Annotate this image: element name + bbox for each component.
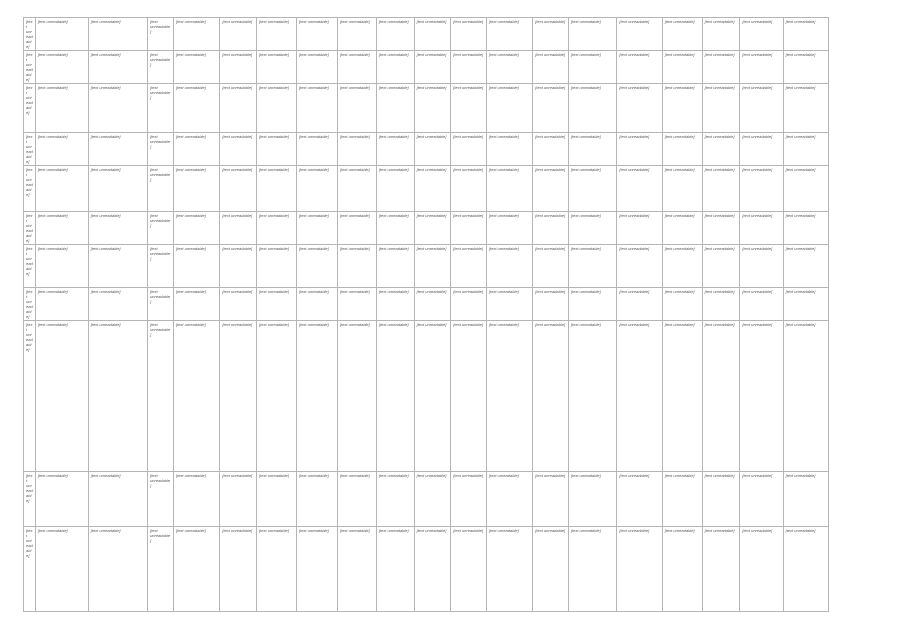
- table-cell: [text unreadable]: [702, 133, 740, 166]
- table-cell: [text unreadable]: [568, 527, 617, 612]
- table-cell: [text unreadable]: [783, 18, 828, 51]
- table-cell: [text unreadable]: [337, 527, 376, 612]
- table-cell: [text unreadable]: [617, 133, 662, 166]
- table-cell: [text unreadable]: [533, 245, 569, 288]
- table-cell: [text unreadable]: [296, 84, 337, 133]
- table-cell: [text unreadable]: [296, 288, 337, 321]
- table-cell: [text unreadable]: [533, 133, 569, 166]
- table-cell: [text unreadable]: [220, 51, 257, 84]
- table-cell: [text unreadable]: [702, 51, 740, 84]
- table-row: [24, 288, 829, 321]
- table-cell: [text unreadable]: [337, 288, 376, 321]
- table-cell: [text unreadable]: [783, 288, 828, 321]
- table-cell: [text unreadable]: [414, 51, 451, 84]
- table-cell: [text unreadable]: [533, 527, 569, 612]
- table-cell: [text unreadable]: [486, 166, 532, 212]
- table-cell: [text unreadable]: [702, 166, 740, 212]
- table-cell: [text unreadable]: [617, 245, 662, 288]
- table-cell: [text unreadable]: [617, 84, 662, 133]
- table-cell: [text unreadable]: [296, 245, 337, 288]
- table-cell: [text unreadable]: [296, 212, 337, 245]
- table-cell: [text unreadable]: [486, 18, 532, 51]
- table-row: [24, 84, 829, 133]
- table-cell: [text unreadable]: [740, 245, 783, 288]
- table-cell: [text unreadable]: [148, 133, 174, 166]
- table-cell: [text unreadable]: [451, 321, 487, 472]
- table-cell: [text unreadable]: [451, 527, 487, 612]
- table-cell: [text unreadable]: [783, 51, 828, 84]
- table-cell: [text unreadable]: [414, 321, 451, 472]
- table-cell: [text unreadable]: [148, 245, 174, 288]
- table-cell: [text unreadable]: [88, 527, 147, 612]
- table-cell: [text unreadable]: [220, 133, 257, 166]
- table-cell: [text unreadable]: [257, 51, 297, 84]
- table-cell: [text unreadable]: [783, 527, 828, 612]
- table-cell: [text unreadable]: [533, 18, 569, 51]
- table-cell: [text unreadable]: [148, 321, 174, 472]
- table-cell: [text unreadable]: [296, 321, 337, 472]
- table-cell: [text unreadable]: [414, 245, 451, 288]
- table-cell: [text unreadable]: [88, 212, 147, 245]
- table-cell: [text unreadable]: [88, 133, 147, 166]
- table-cell: [text unreadable]: [24, 51, 36, 84]
- table-cell: [text unreadable]: [173, 321, 219, 472]
- table-cell: [text unreadable]: [376, 245, 414, 288]
- table-cell: [text unreadable]: [88, 245, 147, 288]
- table-cell: [text unreadable]: [220, 288, 257, 321]
- table-cell: [text unreadable]: [783, 472, 828, 527]
- table-cell: [text unreadable]: [173, 51, 219, 84]
- table-cell: [text unreadable]: [173, 245, 219, 288]
- table-cell: [text unreadable]: [220, 245, 257, 288]
- table-cell: [text unreadable]: [702, 245, 740, 288]
- table-cell: [text unreadable]: [740, 18, 783, 51]
- table-cell: [text unreadable]: [257, 166, 297, 212]
- table-row: [24, 472, 829, 527]
- table-cell: [text unreadable]: [617, 288, 662, 321]
- table-cell: [text unreadable]: [337, 321, 376, 472]
- table-cell: [text unreadable]: [451, 166, 487, 212]
- table-cell: [text unreadable]: [35, 18, 88, 51]
- table-row: [24, 527, 829, 612]
- table-row: [24, 18, 829, 51]
- table-cell: [text unreadable]: [35, 133, 88, 166]
- table-cell: [text unreadable]: [337, 472, 376, 527]
- table-cell: [text unreadable]: [376, 472, 414, 527]
- table-cell: [text unreadable]: [220, 212, 257, 245]
- table-cell: [text unreadable]: [173, 84, 219, 133]
- table-cell: [text unreadable]: [533, 472, 569, 527]
- table-cell: [text unreadable]: [376, 84, 414, 133]
- table-cell: [text unreadable]: [702, 288, 740, 321]
- table-cell: [text unreadable]: [617, 51, 662, 84]
- table-cell: [text unreadable]: [533, 84, 569, 133]
- table-cell: [text unreadable]: [486, 321, 532, 472]
- table-row: [24, 51, 829, 84]
- table-cell: [text unreadable]: [257, 18, 297, 51]
- table-cell: [text unreadable]: [451, 133, 487, 166]
- table-cell: [text unreadable]: [173, 133, 219, 166]
- table-cell: [text unreadable]: [662, 212, 702, 245]
- table-cell: [text unreadable]: [148, 18, 174, 51]
- table-cell: [text unreadable]: [35, 51, 88, 84]
- table-cell: [text unreadable]: [662, 321, 702, 472]
- table-cell: [text unreadable]: [451, 51, 487, 84]
- table-cell: [text unreadable]: [486, 288, 532, 321]
- table-cell: [text unreadable]: [24, 472, 36, 527]
- table-cell: [text unreadable]: [88, 321, 147, 472]
- table-cell: [text unreadable]: [451, 18, 487, 51]
- table-cell: [text unreadable]: [296, 166, 337, 212]
- table-cell: [text unreadable]: [337, 245, 376, 288]
- table-cell: [text unreadable]: [173, 288, 219, 321]
- table-cell: [text unreadable]: [740, 288, 783, 321]
- table-cell: [text unreadable]: [296, 51, 337, 84]
- table-cell: [text unreadable]: [414, 288, 451, 321]
- table-cell: [text unreadable]: [24, 166, 36, 212]
- table-cell: [text unreadable]: [24, 18, 36, 51]
- table-cell: [text unreadable]: [296, 527, 337, 612]
- table-cell: [text unreadable]: [376, 321, 414, 472]
- table-cell: [text unreadable]: [533, 166, 569, 212]
- table-cell: [text unreadable]: [740, 166, 783, 212]
- table-cell: [text unreadable]: [617, 321, 662, 472]
- table-cell: [text unreadable]: [24, 133, 36, 166]
- table-cell: [text unreadable]: [568, 321, 617, 472]
- table-cell: [text unreadable]: [257, 133, 297, 166]
- table-cell: [text unreadable]: [24, 527, 36, 612]
- table-cell: [text unreadable]: [783, 84, 828, 133]
- table-cell: [text unreadable]: [376, 288, 414, 321]
- table-cell: [text unreadable]: [337, 51, 376, 84]
- table-cell: [text unreadable]: [451, 84, 487, 133]
- table-cell: [text unreadable]: [414, 527, 451, 612]
- table-cell: [text unreadable]: [257, 321, 297, 472]
- table-cell: [text unreadable]: [617, 472, 662, 527]
- table-cell: [text unreadable]: [568, 472, 617, 527]
- table-cell: [text unreadable]: [148, 288, 174, 321]
- table-cell: [text unreadable]: [568, 51, 617, 84]
- table-cell: [text unreadable]: [220, 166, 257, 212]
- table-cell: [text unreadable]: [414, 84, 451, 133]
- table-cell: [text unreadable]: [740, 212, 783, 245]
- table-cell: [text unreadable]: [220, 84, 257, 133]
- table-cell: [text unreadable]: [533, 321, 569, 472]
- table-cell: [text unreadable]: [35, 84, 88, 133]
- table-cell: [text unreadable]: [662, 166, 702, 212]
- table-cell: [text unreadable]: [24, 321, 36, 472]
- table-cell: [text unreadable]: [173, 527, 219, 612]
- table-cell: [text unreadable]: [24, 212, 36, 245]
- table-cell: [text unreadable]: [257, 527, 297, 612]
- table-cell: [text unreadable]: [451, 245, 487, 288]
- table-cell: [text unreadable]: [376, 133, 414, 166]
- table-cell: [text unreadable]: [702, 18, 740, 51]
- table-cell: [text unreadable]: [148, 51, 174, 84]
- table-row: [24, 133, 829, 166]
- table-cell: [text unreadable]: [337, 133, 376, 166]
- table-cell: [text unreadable]: [337, 166, 376, 212]
- table-cell: [text unreadable]: [783, 212, 828, 245]
- table-cell: [text unreadable]: [662, 527, 702, 612]
- table-cell: [text unreadable]: [486, 212, 532, 245]
- table-cell: [text unreadable]: [568, 84, 617, 133]
- table-cell: [text unreadable]: [257, 212, 297, 245]
- table-cell: [text unreadable]: [337, 18, 376, 51]
- table-cell: [text unreadable]: [662, 18, 702, 51]
- table-cell: [text unreadable]: [414, 212, 451, 245]
- table-cell: [text unreadable]: [414, 472, 451, 527]
- table-cell: [text unreadable]: [486, 133, 532, 166]
- table-cell: [text unreadable]: [35, 245, 88, 288]
- table-cell: [text unreadable]: [257, 84, 297, 133]
- table-cell: [text unreadable]: [88, 166, 147, 212]
- table-cell: [text unreadable]: [783, 133, 828, 166]
- table-cell: [text unreadable]: [257, 472, 297, 527]
- table-cell: [text unreadable]: [702, 212, 740, 245]
- table-cell: [text unreadable]: [337, 212, 376, 245]
- table-cell: [text unreadable]: [35, 288, 88, 321]
- table-cell: [text unreadable]: [35, 166, 88, 212]
- table-cell: [text unreadable]: [35, 321, 88, 472]
- table-cell: [text unreadable]: [740, 527, 783, 612]
- table-cell: [text unreadable]: [783, 321, 828, 472]
- table-cell: [text unreadable]: [376, 212, 414, 245]
- table-cell: [text unreadable]: [173, 472, 219, 527]
- table-cell: [text unreadable]: [662, 51, 702, 84]
- table-cell: [text unreadable]: [376, 18, 414, 51]
- table-cell: [text unreadable]: [296, 133, 337, 166]
- table-cell: [text unreadable]: [702, 84, 740, 133]
- table-cell: [text unreadable]: [702, 527, 740, 612]
- table-row: [24, 321, 829, 472]
- table-cell: [text unreadable]: [173, 212, 219, 245]
- table-cell: [text unreadable]: [662, 84, 702, 133]
- table-cell: [text unreadable]: [414, 18, 451, 51]
- table-cell: [text unreadable]: [376, 166, 414, 212]
- table-cell: [text unreadable]: [568, 212, 617, 245]
- table-cell: [text unreadable]: [486, 84, 532, 133]
- table-cell: [text unreadable]: [568, 18, 617, 51]
- table-cell: [text unreadable]: [783, 245, 828, 288]
- table-cell: [text unreadable]: [486, 472, 532, 527]
- table-cell: [text unreadable]: [486, 245, 532, 288]
- table-cell: [text unreadable]: [148, 527, 174, 612]
- table-cell: [text unreadable]: [88, 84, 147, 133]
- table-cell: [text unreadable]: [35, 527, 88, 612]
- table-cell: [text unreadable]: [173, 166, 219, 212]
- table-cell: [text unreadable]: [148, 212, 174, 245]
- table-cell: [text unreadable]: [740, 133, 783, 166]
- table-cell: [text unreadable]: [88, 472, 147, 527]
- table-cell: [text unreadable]: [414, 166, 451, 212]
- table-cell: [text unreadable]: [220, 527, 257, 612]
- table-cell: [text unreadable]: [376, 527, 414, 612]
- table-cell: [text unreadable]: [662, 472, 702, 527]
- table-cell: [text unreadable]: [35, 212, 88, 245]
- table-cell: [text unreadable]: [414, 133, 451, 166]
- table-cell: [text unreadable]: [296, 472, 337, 527]
- table-cell: [text unreadable]: [533, 212, 569, 245]
- table-row: [24, 166, 829, 212]
- table-cell: [text unreadable]: [220, 18, 257, 51]
- table-cell: [text unreadable]: [88, 18, 147, 51]
- table-cell: [text unreadable]: [337, 84, 376, 133]
- table-cell: [text unreadable]: [257, 288, 297, 321]
- table-cell: [text unreadable]: [783, 166, 828, 212]
- data-table: [23, 17, 829, 612]
- table-cell: [text unreadable]: [702, 321, 740, 472]
- table-cell: [text unreadable]: [662, 133, 702, 166]
- table-cell: [text unreadable]: [257, 245, 297, 288]
- table-cell: [text unreadable]: [148, 472, 174, 527]
- table-cell: [text unreadable]: [533, 288, 569, 321]
- table-cell: [text unreadable]: [296, 18, 337, 51]
- table-cell: [text unreadable]: [24, 288, 36, 321]
- table-cell: [text unreadable]: [88, 51, 147, 84]
- table-cell: [text unreadable]: [451, 472, 487, 527]
- table-cell: [text unreadable]: [617, 166, 662, 212]
- table-cell: [text unreadable]: [662, 288, 702, 321]
- table-cell: [text unreadable]: [376, 51, 414, 84]
- table-cell: [text unreadable]: [568, 166, 617, 212]
- table-cell: [text unreadable]: [662, 245, 702, 288]
- table-cell: [text unreadable]: [617, 527, 662, 612]
- table-cell: [text unreadable]: [568, 245, 617, 288]
- table-cell: [text unreadable]: [702, 472, 740, 527]
- table-cell: [text unreadable]: [24, 245, 36, 288]
- table-cell: [text unreadable]: [568, 288, 617, 321]
- table-cell: [text unreadable]: [88, 288, 147, 321]
- table-cell: [text unreadable]: [740, 84, 783, 133]
- table-cell: [text unreadable]: [173, 18, 219, 51]
- table-cell: [text unreadable]: [451, 288, 487, 321]
- table-cell: [text unreadable]: [148, 166, 174, 212]
- table-cell: [text unreadable]: [568, 133, 617, 166]
- table-cell: [text unreadable]: [740, 472, 783, 527]
- table-cell: [text unreadable]: [486, 51, 532, 84]
- table-cell: [text unreadable]: [617, 212, 662, 245]
- table-cell: [text unreadable]: [148, 84, 174, 133]
- table-cell: [text unreadable]: [35, 472, 88, 527]
- table-cell: [text unreadable]: [220, 472, 257, 527]
- table-cell: [text unreadable]: [220, 321, 257, 472]
- table-cell: [text unreadable]: [740, 51, 783, 84]
- table-cell: [text unreadable]: [24, 84, 36, 133]
- table-cell: [text unreadable]: [486, 527, 532, 612]
- table-cell: [text unreadable]: [451, 212, 487, 245]
- table-cell: [text unreadable]: [617, 18, 662, 51]
- table-row: [24, 245, 829, 288]
- table-cell: [text unreadable]: [740, 321, 783, 472]
- table-cell: [text unreadable]: [533, 51, 569, 84]
- table-row: [24, 212, 829, 245]
